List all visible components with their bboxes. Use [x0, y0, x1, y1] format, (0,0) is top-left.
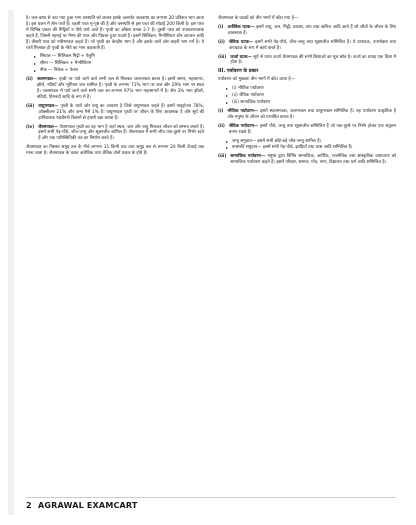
component-item: (i) अजैविक घटक— इसमें वायु, जल, मिट्टी, प्रकाश, ताप तथा खनिज आदि आते हैं जो जीवों के जीवन के लिए आवश्यक हैं। [218, 24, 396, 36]
item-biosphere [26, 125, 204, 143]
section-heading: III. पर्यावरण के प्रकार [218, 69, 259, 75]
left-column [26, 16, 204, 160]
page-number: 2 [26, 501, 32, 510]
detail-item-social: (iii) सामाजिक पर्यावरण— मनुष्य द्वारा निर्मित सामाजिक, आर्थिक, राजनैतिक तथा सांस्कृतिक वातावरण को सामाजिक पर्यावरण कहते हैं। इसमें परिवार, समाज, गाँव, नगर, विद्यालय तथा धर्म आदि सम्मिलित हैं। [218, 154, 396, 166]
item-text: पृथ्वी पर पाये जाने वाले सभी जल से मिलकर जलमण्डल बनता है। इसमें सागर, महासागर, झीलें, नदियाँ और भूमिगत जल शामिल हैं। पृथ्वी के लगभग 71% भाग पर जल और 29% भाग पर स्थल है। जलमण्डल में पाये जाने वाले सभी जल का लगभग 97% भाग महासागरों में है। शेष 3% भाग झीलों, नदियों, हिमनदों आदि के रूप में है। [36, 77, 204, 100]
margin-band [8, 10, 14, 515]
community-item: ▸ वनस्पति समुदाय— इसमें सभी पेड़-पौधे, झाड़ियाँ तथा घास आदि सम्मिलित हैं। [226, 145, 396, 151]
community-item: ▸ जन्तु समुदाय— इसमें सभी छोटे-बड़े जीव-जन्तु शामिल हैं। [226, 139, 396, 145]
page-footer [0, 497, 416, 513]
type-item: ▸ (ii) जैविक पर्यावरण [226, 93, 396, 99]
type-item: ▸ (iii) सामाजिक पर्यावरण [226, 100, 396, 106]
component-item: (iii) ऊर्जा घटक— सूर्य से प्राप्त ऊर्जा जैवमण्डल की सभी क्रियाओं का मूल स्रोत है। ऊर्जा का प्रवाह एक दिशा में होता है। [218, 54, 396, 66]
item-atmosphere [26, 104, 204, 122]
intro-paragraph: है। जल-वाष्प से उठा गया हुआ भाग वनस्पति को जाकर इसके अन्तर्गत जलवाष्प का लगभग 20 प्रतिशत भाग आता है। इस वजन में तीन परतें हैं। पहली परत मृ-पृष्ठ की है और वनस्पति से इस परत की मोटाई 200 किमी है। इस परत में विभिन्न प्रकार की मिट्टियाँ व पौधे पाये जाते हैं। पृथ्वी का औसत घनत्व 2.7 है। दूसरी परत को उपावरणधारक कहते हैं, जिसमें गहराई पर मैग्मा की परत और पिघला हुआ पदार्थ है। इसमें सिलिकन, मैग्नीशियम और आयरन आदि हैं। तीसरी परत को पारिमण्डल कहते हैं। जो पृथ्वी का केन्द्रीय भाग है और इसके चारों ओर बाहरी भाग गर्म है। ये परतें मिलकर ही पृथ्वी के नीचे का भाग कहलाती हैं। [26, 16, 205, 51]
types-list [226, 86, 396, 106]
components-intro: जैवमण्डल के घटकों को तीन भागों में बाँटा गया है— [218, 16, 299, 21]
item-text: जैवमण्डल पृथ्वी का वह भाग है जहाँ स्थल, जल और वायु मिलकर जीवन को सम्भव बनाते हैं। इसमें सभी पेड़-पौधे, जीव-जन्तु और सूक्ष्मजीव शामिल हैं। जैवमण्डल में सभी जीव एक-दूसरे पर निर्भर रहते हैं और एक पारिस्थितिकी तंत्र का निर्माण करते हैं। [38, 124, 204, 142]
section-intro: पर्यावरण को मुख्यतः तीन भागों में बाँटा जाता है— [218, 77, 295, 83]
brand-name: AGRAWAL EXAMCART [38, 501, 138, 510]
item-title: वायुमण्डल— [38, 103, 59, 109]
layer-item: ▸ नीफ — निकेल + फेरस [34, 68, 204, 74]
closing-paragraph: जैवमण्डल का विस्तार समुद्र तल के नीचे लगभग 11 किमी तक तथा समुद्र तल से लगभग 20 किमी ऊँचाई तक माना जाता है। जैवमण्डल के घटक अजैविक तथा जैविक दोनों प्रकार के होते हैं। [26, 145, 204, 157]
layer-item: ▸ सियाल — सिलिकन मिट्टी + ऐलुमि [34, 54, 204, 60]
detail-item: (i) भौतिक पर्यावरण— इसमें स्थलमण्डल, जलमण्डल तथा वायुमण्डल सम्मिलित हैं। यह पर्यावरण प्राकृतिक है और मनुष्य के जीवन को प्रभावित करता है। [218, 108, 397, 120]
item-title: जलमण्डल— [36, 77, 58, 83]
item-text: पृथ्वी के चारों ओर वायु का आवरण है जिसे वायुमण्डल कहते हैं। इसमें नाइट्रोजन 78%, ऑक्सीजन 21% और अन्य गैसें 1% हैं। वायुमण्डल पृथ्वी पर जीवन के लिए आवश्यक है और सूर्य की हानिकारक पराबैंगनी किरणों से हमारी रक्षा करता है। [38, 103, 204, 121]
item-title: जैवमण्डल— [38, 124, 58, 130]
layer-list [34, 54, 204, 74]
type-item: ▸ (i) भौतिक पर्यावरण [226, 86, 396, 92]
item-number: (ii) [26, 77, 33, 83]
item-hydrosphere [26, 77, 204, 101]
component-item: (ii) जैविक घटक— इसमें सभी पेड़-पौधे, जीव-जन्तु तथा सूक्ष्मजीव सम्मिलित हैं। ये उत्पादक, उपभोक्ता तथा अपघटक के रूप में कार्य करते हैं। [218, 39, 396, 51]
layer-item: ▸ सीमा — सिलिकन + मैग्नीशियम [34, 61, 204, 67]
community-list [226, 139, 396, 152]
item-number: (iii) [26, 103, 35, 109]
right-column [218, 16, 396, 169]
footer-divider [26, 497, 396, 498]
item-number: (iv) [26, 124, 35, 130]
detail-item: (ii) जैविक पर्यावरण— इसमें पौधे, जन्तु तथा सूक्ष्मजीव सम्मिलित हैं जो एक-दूसरे पर निर्भर होकर एक संतुलन बनाए रखते हैं। [218, 123, 396, 135]
